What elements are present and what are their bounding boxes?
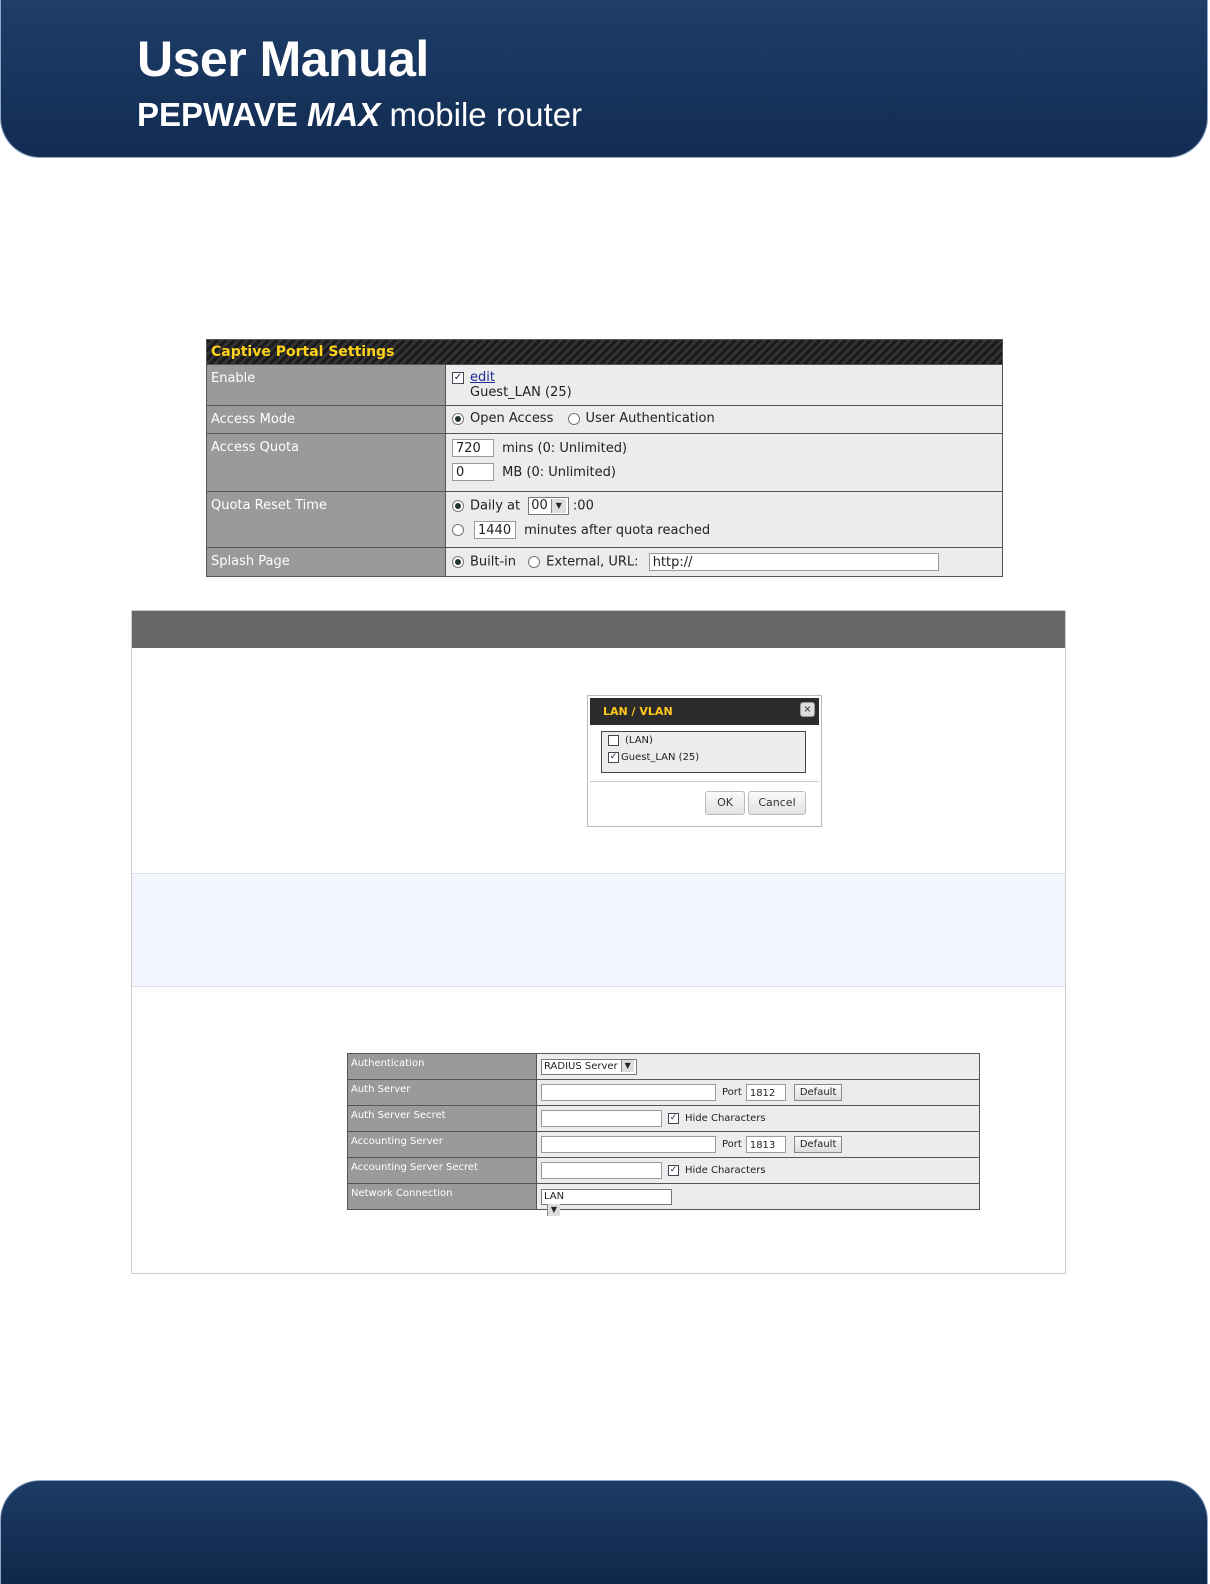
- acct-hide-label: Hide Characters: [685, 1165, 766, 1176]
- guest-lan-label: Guest_LAN (25): [621, 752, 700, 763]
- list-item[interactable]: [602, 732, 805, 749]
- auth-port-input[interactable]: 1812: [746, 1084, 786, 1101]
- dropdown-arrow-icon: ▼: [621, 1060, 634, 1072]
- authentication-value: RADIUS Server: [544, 1060, 618, 1072]
- auth-secret-label: Auth Server Secret: [348, 1106, 537, 1131]
- open-access-label: Open Access: [470, 411, 554, 426]
- external-radio[interactable]: [528, 556, 540, 568]
- quota-mb-text: MB (0: Unlimited): [502, 464, 616, 480]
- network-connection-row: [348, 1183, 979, 1214]
- network-list: [601, 731, 806, 773]
- builtin-label: Built-in: [470, 554, 517, 570]
- list-item[interactable]: [602, 749, 805, 766]
- auth-default-button[interactable]: Default: [794, 1084, 843, 1101]
- auth-server-input[interactable]: [541, 1084, 716, 1101]
- lan-label: (LAN): [625, 735, 653, 746]
- acct-port-input[interactable]: 1813: [746, 1136, 786, 1153]
- quota-mins-text: mins (0: Unlimited): [502, 440, 628, 456]
- access-quota-label: Access Quota: [207, 434, 446, 491]
- auth-hide-checkbox[interactable]: ✓: [669, 1113, 678, 1123]
- lan-vlan-dialog: [587, 695, 822, 827]
- ok-button[interactable]: OK: [705, 791, 745, 815]
- guest-lan-checkbox[interactable]: ✓: [609, 751, 618, 762]
- hour-value: 00: [531, 498, 548, 513]
- access-quota-row: [207, 433, 1002, 491]
- acct-default-button[interactable]: Default: [794, 1136, 843, 1153]
- quota-mins-input[interactable]: 720: [452, 439, 494, 457]
- acct-secret-label: Accounting Server Secret: [348, 1158, 537, 1183]
- brand-model: MAX: [306, 96, 381, 133]
- page-header: [0, 0, 1208, 158]
- access-mode-row: [207, 405, 1002, 433]
- enable-label: Enable: [207, 365, 446, 405]
- acct-server-label: Accounting Server: [348, 1132, 537, 1157]
- captive-portal-settings-table: [206, 339, 1003, 577]
- auth-server-label: Auth Server: [348, 1080, 537, 1105]
- dropdown-arrow-icon: ▼: [547, 1204, 560, 1216]
- authentication-row: [348, 1054, 979, 1079]
- manual-title: User Manual: [137, 31, 429, 87]
- quota-mb-input[interactable]: 0: [452, 463, 494, 481]
- user-auth-label: User Authentication: [585, 411, 715, 426]
- product-title: [137, 96, 582, 134]
- acct-hide-checkbox[interactable]: ✓: [669, 1165, 678, 1175]
- minute-suffix: :00: [572, 498, 594, 514]
- enable-checkbox[interactable]: ✓: [453, 371, 463, 383]
- network-connection-value: LAN: [544, 1190, 565, 1202]
- acct-secret-input[interactable]: [541, 1162, 662, 1179]
- daily-reset-radio[interactable]: [452, 500, 464, 512]
- brand-name: PEPWAVE: [137, 96, 298, 133]
- lan-checkbox[interactable]: [608, 735, 619, 746]
- settings-title: Captive Portal Settings: [207, 340, 1002, 364]
- auth-port-label: Port: [722, 1087, 742, 1098]
- user-auth-radio[interactable]: [568, 413, 580, 425]
- enable-row: [207, 364, 1002, 405]
- dialog-divider: [590, 781, 819, 782]
- acct-port-label: Port: [722, 1139, 742, 1150]
- quota-reset-label: Quota Reset Time: [207, 492, 446, 547]
- reset-minutes-input[interactable]: 1440: [474, 521, 516, 539]
- splash-page-label: Splash Page: [207, 548, 446, 576]
- minutes-reset-radio[interactable]: [452, 524, 464, 536]
- access-mode-label: Access Mode: [207, 406, 446, 433]
- panel-header-bar: [132, 611, 1065, 648]
- network-connection-select[interactable]: [541, 1189, 672, 1214]
- reset-minutes-text: minutes after quota reached: [524, 522, 711, 538]
- network-connection-label: Network Connection: [348, 1184, 537, 1209]
- auth-hide-label: Hide Characters: [685, 1113, 766, 1124]
- highlight-band: [132, 873, 1065, 987]
- cancel-button[interactable]: Cancel: [748, 791, 806, 815]
- external-url-input[interactable]: http://: [649, 553, 939, 571]
- external-label: External, URL:: [546, 554, 639, 570]
- dropdown-arrow-icon: ▼: [551, 499, 566, 513]
- quota-reset-row: [207, 491, 1002, 547]
- authentication-select[interactable]: [541, 1059, 637, 1075]
- authentication-label: Authentication: [348, 1054, 537, 1079]
- builtin-radio[interactable]: [452, 556, 464, 568]
- auth-server-row: [348, 1079, 979, 1105]
- open-access-radio[interactable]: [452, 413, 464, 425]
- acct-secret-row: [348, 1157, 979, 1183]
- acct-server-input[interactable]: [541, 1136, 716, 1153]
- page-footer: [0, 1480, 1208, 1584]
- close-icon[interactable]: ×: [800, 702, 815, 717]
- acct-server-row: [348, 1131, 979, 1157]
- brand-suffix: mobile router: [389, 96, 583, 133]
- daily-at-label: Daily at: [470, 498, 521, 514]
- edit-link[interactable]: edit: [470, 370, 495, 385]
- enabled-network: Guest_LAN (25): [470, 385, 572, 400]
- authentication-table: [347, 1053, 980, 1214]
- auth-secret-input[interactable]: [541, 1110, 662, 1127]
- splash-page-row: [207, 547, 1002, 576]
- hour-select[interactable]: [528, 497, 569, 515]
- dialog-title: LAN / VLAN: [590, 698, 819, 725]
- auth-secret-row: [348, 1105, 979, 1131]
